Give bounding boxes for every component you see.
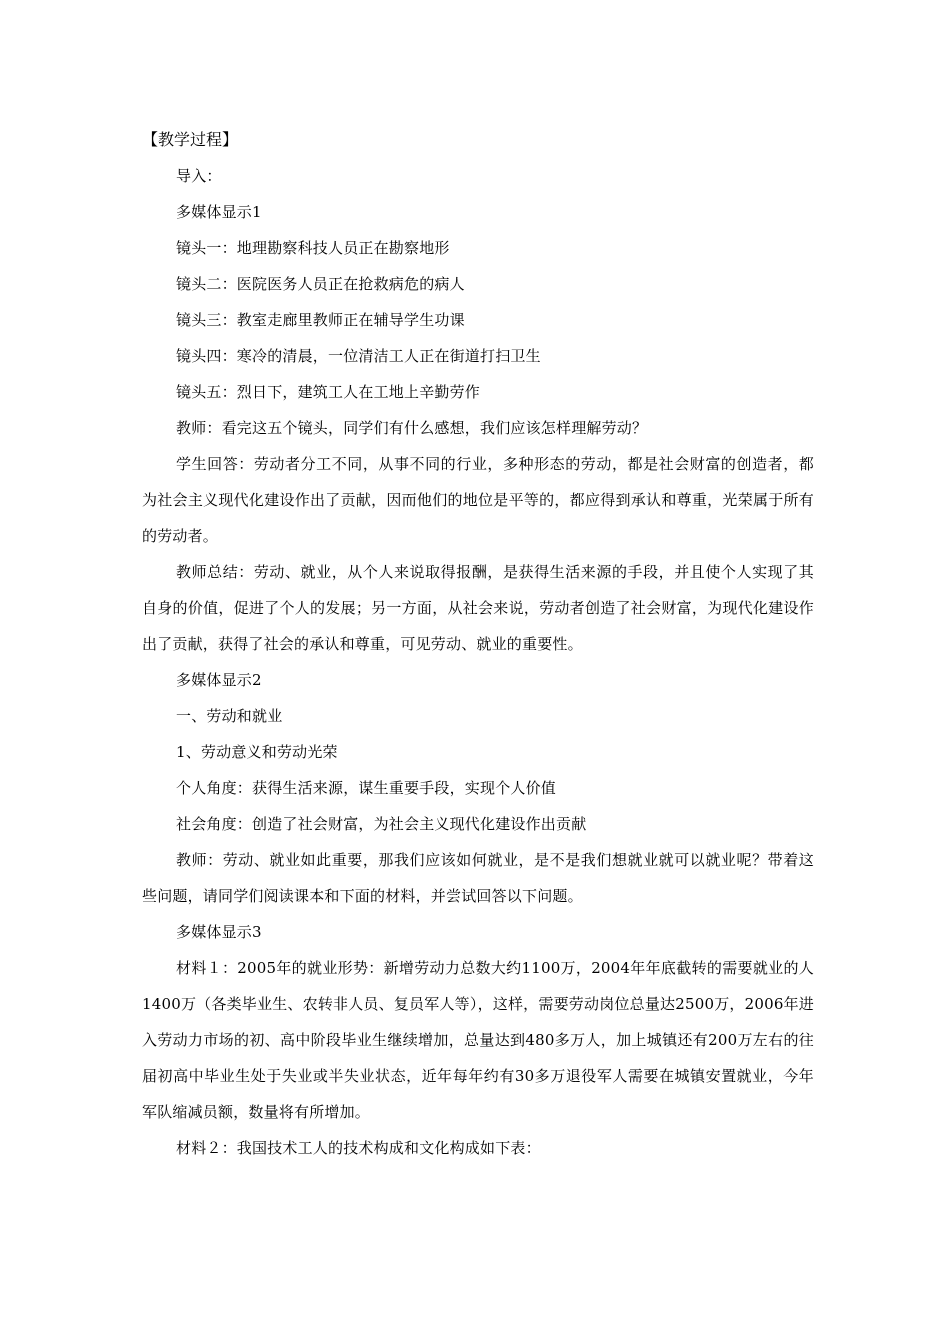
- paragraph-intro: 导入：: [176, 167, 222, 185]
- paragraph-teacher-summary: 教师总结：劳动、就业，从个人来说取得报酬，是获得生活来源的手段，并且使个人实现了其自身的价值，促进了个人的发展；另一方面，从社会来说，劳动者创造了社会财富，为现代化建设作出了贡献，获得了社会的承认和尊重，可见劳动、就业的重要性。: [142, 563, 814, 653]
- paragraph-section-title: 一、劳动和就业: [176, 707, 283, 725]
- paragraph-multimedia-1: 多媒体显示1: [176, 203, 262, 221]
- paragraph-scene-5: 镜头五：烈日下，建筑工人在工地上辛勤劳作: [176, 383, 481, 401]
- paragraph-personal-view: 个人角度：获得生活来源，谋生重要手段，实现个人价值: [176, 779, 557, 797]
- paragraph-material-2: 材料２：我国技术工人的技术构成和文化构成如下表：: [176, 1139, 541, 1157]
- document-body: [142, 122, 814, 1166]
- section-heading: 【教学过程】: [142, 130, 239, 149]
- paragraph-scene-3: 镜头三：教室走廊里教师正在辅导学生功课: [176, 311, 465, 329]
- paragraph-scene-4: 镜头四：寒冷的清晨，一位清洁工人正在街道打扫卫生: [176, 347, 541, 365]
- paragraph-teacher-prompt: 教师：劳动、就业如此重要，那我们应该如何就业，是不是我们想就业就可以就业呢？带着这些问题，请同学们阅读课本和下面的材料，并尝试回答以下问题。: [142, 851, 814, 905]
- paragraph-material-1: 材料１：2005年的就业形势：新增劳动力总数大约1100万，2004年年底截转的需要就业的人1400万（各类毕业生、农转非人员、复员军人等），这样，需要劳动岗位总量达2500万，2006年进入劳动力市场的初、高中阶段毕业生继续增加，总量达到480多万人，加上城镇还有200万左右的往届初高中毕业生处于失业或半失业状态，近年每年约有30多万退役军人需要在城镇安置就业，今年军队缩减员额，数量将有所增加。: [142, 959, 814, 1121]
- paragraph-scene-2: 镜头二：医院医务人员正在抢救病危的病人: [176, 275, 465, 293]
- paragraph-teacher-question: 教师：看完这五个镜头，同学们有什么感想，我们应该怎样理解劳动？: [176, 419, 648, 437]
- paragraph-multimedia-2: 多媒体显示2: [176, 671, 262, 689]
- paragraph-student-answer: 学生回答：劳动者分工不同，从事不同的行业，多种形态的劳动，都是社会财富的创造者，都为社会主义现代化建设作出了贡献，因而他们的地位是平等的，都应得到承认和尊重，光荣属于所有的劳动者。: [142, 455, 814, 545]
- paragraph-multimedia-3: 多媒体显示3: [176, 923, 262, 941]
- paragraph-social-view: 社会角度：创造了社会财富，为社会主义现代化建设作出贡献: [176, 815, 587, 833]
- paragraph-scene-1: 镜头一：地理勘察科技人员正在勘察地形: [176, 239, 450, 257]
- paragraph-subsection-title: 1、劳动意义和劳动光荣: [176, 743, 338, 761]
